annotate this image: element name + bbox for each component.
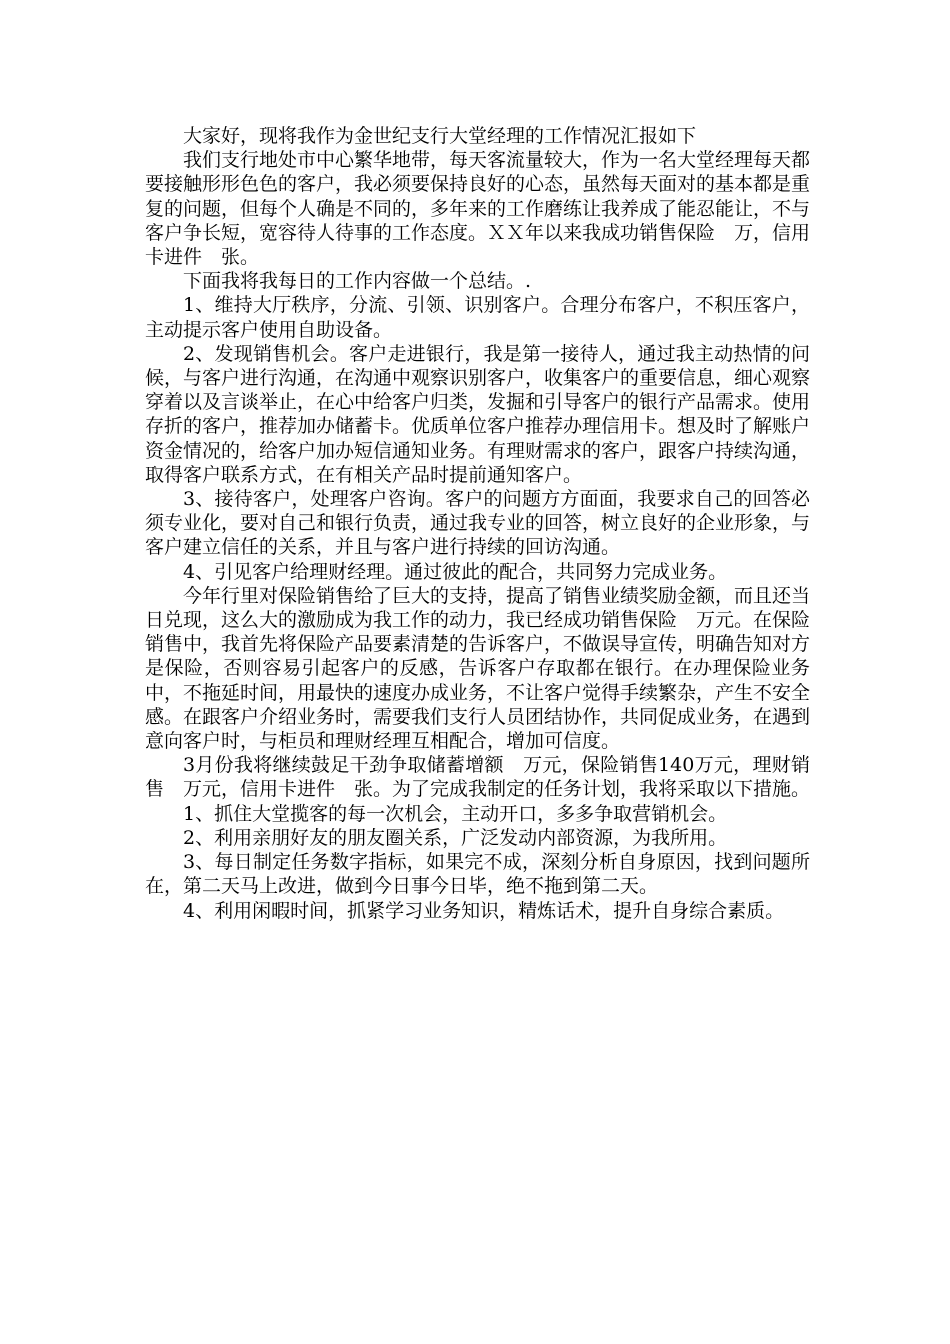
paragraph-plan: 3月份我将继续鼓足干劲争取储蓄增额 万元，保险销售140万元，理财销售 万元，信用卡进件 张。为了完成我制定的任务计划，我将采取以下措施。 bbox=[145, 754, 811, 801]
document-body bbox=[145, 124, 810, 923]
paragraph-intro: 我们支行地处市中心繁华地带，每天客流量较大，作为一名大堂经理每天都要接触形形色色的客户，我必须要保持良好的心态，虽然每天面对的基本都是重复的问题，但每个人确是不同的，多年来的工作磨练让我养成了能忍能让，不与客户争长短，宽容待人待事的工作态度。ＸＸ年以来我成功销售保险 万，信用卡进件 张。 bbox=[145, 149, 811, 269]
paragraph-item-1: 1、维持大厅秩序，分流、引领、识别客户。合理分布客户，不积压客户，主动提示客户使用自助设备。 bbox=[145, 294, 810, 341]
paragraph-item-3: 3、接待客户，处理客户咨询。客户的问题方方面面，我要求自己的回答必须专业化，要对自己和银行负责，通过我专业的回答，树立良好的企业形象，与客户建立信任的关系，并且与客户进行持续的回访沟通。 bbox=[145, 488, 811, 559]
paragraph-measure-3: 3、每日制定任务数字指标，如果完不成，深刻分析自身原因，找到问题所在，第二天马上改进，做到今日事今日毕，绝不拖到第二天。 bbox=[145, 851, 810, 898]
paragraph-measure-4: 4、利用闲暇时间，抓紧学习业务知识，精炼话术，提升自身综合素质。 bbox=[183, 899, 785, 922]
paragraph-item-2: 2、发现销售机会。客户走进银行，我是第一接待人，通过我主动热情的问候，与客户进行沟通，在沟通中观察识别客户，收集客户的重要信息，细心观察穿着以及言谈举止，在心中给客户归类，发掘和引导客户的银行产品需求。使用存折的客户，推荐加办储蓄卡。优质单位客户推荐办理信用卡。想及时了解账户资金情况的，给客户加办短信通知业务。有理财需求的客户，跟客户持续沟通，取得客户联系方式，在有相关产品时提前通知客户。 bbox=[145, 342, 811, 486]
paragraph-measure-2: 2、利用亲朋好友的朋友圈关系，广泛发动内部资源，为我所用。 bbox=[183, 826, 728, 849]
paragraph-measure-1: 1、抓住大堂揽客的每一次机会，主动开口，多多争取营销机会。 bbox=[183, 802, 728, 825]
paragraph-greeting: 大家好，现将我作为金世纪支行大堂经理的工作情况汇报如下 bbox=[183, 125, 697, 147]
paragraph-insurance: 今年行里对保险销售给了巨大的支持，提高了销售业绩奖励金额，而且还当日兑现，这么大的激励成为我工作的动力，我已经成功销售保险 万元。在保险销售中，我首先将保险产品要素清楚的告诉客户，不做误导宣传，明确告知对方是保险，否则容易引起客户的反感，告诉客户存取都在银行。在办理保险业务中，不拖延时间，用最快的速度办成业务，不让客户觉得手续繁杂，产生不安全感。在跟客户介绍业务时，需要我们支行人员团结协作，共同促成业务，在遇到意向客户时，与柜员和理财经理互相配合，增加可信度。 bbox=[145, 584, 811, 753]
paragraph-item-4: 4、引见客户给理财经理。通过彼此的配合，共同努力完成业务。 bbox=[183, 560, 728, 583]
paragraph-summary-lead: 下面我将我每日的工作内容做一个总结。. bbox=[183, 270, 532, 293]
